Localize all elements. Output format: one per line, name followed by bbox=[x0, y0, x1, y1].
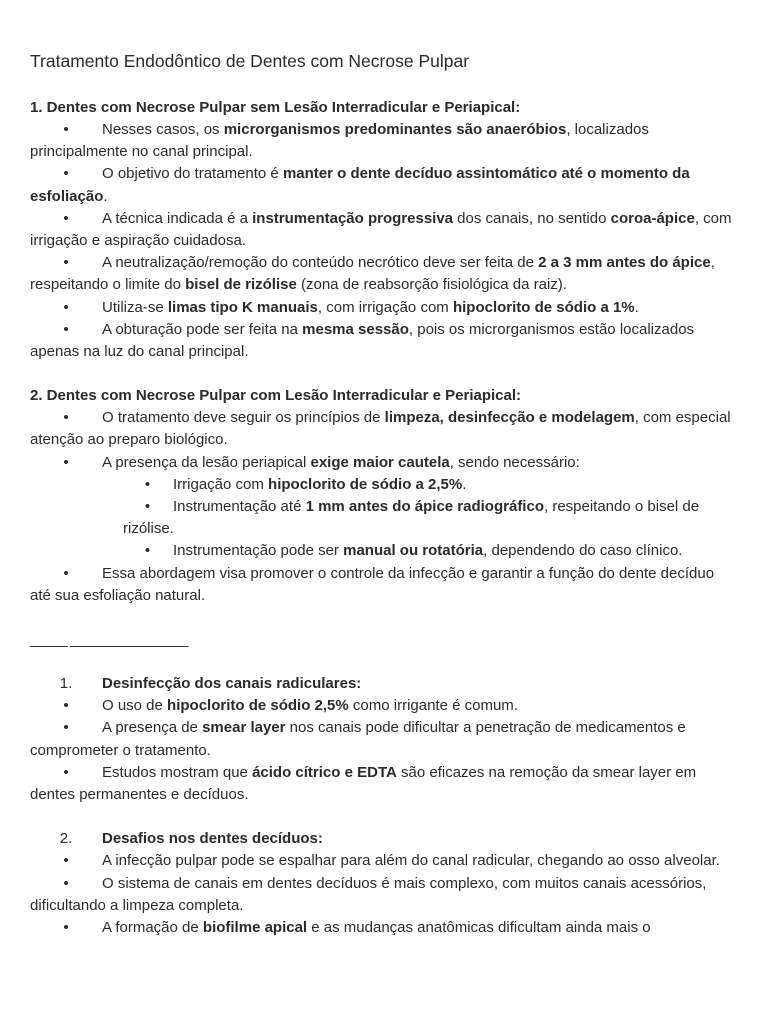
numbered-heading: Desafios nos dentes decíduos: bbox=[102, 830, 323, 848]
bold-text: instrumentação progressiva bbox=[252, 209, 454, 227]
bold-text: mesma sessão bbox=[302, 320, 409, 338]
text: Instrumentação pode ser bbox=[173, 542, 344, 560]
list-number: 2. bbox=[59, 830, 73, 848]
bold-text: coroa-ápice bbox=[610, 209, 695, 227]
text: A presença da lesão periapical bbox=[102, 453, 311, 471]
list-item bbox=[30, 917, 738, 939]
bullet-icon: • bbox=[63, 254, 69, 272]
bold-text: smear layer bbox=[202, 719, 286, 737]
sub-list-item bbox=[30, 540, 738, 562]
bold-text: limpeza, desinfecção e modelagem bbox=[384, 409, 635, 427]
text: , com especial atenção ao preparo biológico. bbox=[30, 409, 731, 449]
section-2-heading: 2. Dentes com Necrose Pulpar com Lesão Interradicular e Periapical: bbox=[30, 387, 522, 405]
bold-text: hipoclorito de sódio a 2,5% bbox=[268, 475, 463, 493]
list-item bbox=[30, 407, 738, 451]
text: A formação de bbox=[102, 919, 203, 937]
text: , respeitando o limite do bbox=[30, 254, 715, 294]
page-title: Tratamento Endodôntico de Dentes com Necrose Pulpar bbox=[30, 51, 470, 71]
bullet-icon: • bbox=[63, 298, 69, 316]
list-item bbox=[30, 762, 738, 806]
bold-text: biofilme apical bbox=[202, 919, 308, 937]
bullet-icon: • bbox=[63, 320, 69, 338]
text: Nesses casos, os bbox=[102, 121, 224, 138]
section-1-heading: 1. Dentes com Necrose Pulpar sem Lesão Interradicular e Periapical: bbox=[30, 99, 521, 116]
list-item bbox=[30, 252, 738, 296]
text: A neutralização/remoção do conteúdo necrótico deve ser feita de bbox=[102, 254, 539, 272]
bullet-icon: • bbox=[63, 209, 69, 227]
bullet-icon: • bbox=[63, 874, 69, 892]
bullet-icon: • bbox=[63, 852, 69, 870]
bullet-icon: • bbox=[144, 542, 151, 560]
text: nos canais pode dificultar a penetração de medicamentos e comprometer o tratamento. bbox=[30, 719, 686, 759]
text: , localizados principalmente no canal principal. bbox=[30, 121, 649, 161]
divider-line: _____ ________________ bbox=[30, 631, 188, 649]
bold-text: manter o dente decíduo assintomático até o momento da esfoliação bbox=[30, 165, 690, 205]
text: , pois os microrganismos estão localizados apenas na luz do canal principal. bbox=[30, 320, 695, 361]
text: Instrumentação até bbox=[173, 498, 306, 516]
bullet-icon: • bbox=[63, 409, 69, 427]
bold-text: exige maior cautela bbox=[310, 453, 450, 471]
list-item bbox=[30, 717, 738, 761]
text: (zona de reabsorção fisiológica da raiz). bbox=[296, 276, 567, 294]
text: , com irrigação e aspiração cuidadosa. bbox=[30, 209, 732, 250]
bullet-icon: • bbox=[63, 121, 69, 138]
text: A presença de bbox=[102, 719, 203, 737]
list-item bbox=[30, 452, 738, 474]
numbered-item bbox=[30, 828, 738, 850]
bullet-icon: • bbox=[63, 919, 69, 937]
bold-text: limas tipo K manuais bbox=[167, 298, 318, 316]
list-item bbox=[30, 850, 738, 872]
text: . bbox=[634, 298, 639, 316]
text: O objetivo do tratamento é bbox=[102, 165, 283, 183]
bullet-icon: • bbox=[63, 719, 69, 737]
text: , dependendo do caso clínico. bbox=[483, 542, 683, 560]
list-item bbox=[30, 319, 738, 363]
text: dos canais, no sentido bbox=[453, 209, 611, 227]
numbered-item bbox=[30, 673, 738, 695]
bullet-icon: • bbox=[63, 165, 69, 183]
text: A técnica indicada é a bbox=[102, 209, 253, 227]
text: O uso de bbox=[102, 697, 168, 715]
text: como irrigante é comum. bbox=[348, 697, 518, 715]
list-item bbox=[30, 208, 738, 252]
list-item bbox=[30, 297, 738, 319]
text: O sistema de canais em dentes decíduos é mais complexo, com muitos canais acessórios, dificultando a limpeza completa. bbox=[30, 874, 707, 914]
text: . bbox=[462, 475, 467, 493]
numbered-heading: Desinfecção dos canais radiculares: bbox=[102, 675, 362, 693]
sub-list-item bbox=[30, 496, 738, 540]
bold-text: hipoclorito de sódio 2,5% bbox=[167, 697, 349, 715]
text: A infecção pulpar pode se espalhar para além do canal radicular, chegando ao osso alveolar. bbox=[102, 852, 720, 870]
text: , sendo necessário: bbox=[449, 453, 580, 471]
text: e as mudanças anatômicas dificultam ainda mais o bbox=[307, 919, 651, 937]
list-item bbox=[30, 873, 738, 917]
text: O tratamento deve seguir os princípios de bbox=[102, 409, 385, 427]
bold-text: hipoclorito de sódio a 1% bbox=[452, 298, 635, 316]
bold-text: 1 mm antes do ápice radiográfico bbox=[305, 498, 544, 516]
list-number: 1. bbox=[59, 675, 73, 693]
text: A obturação pode ser feita na bbox=[102, 320, 303, 338]
text: Utiliza-se bbox=[102, 298, 168, 316]
bullet-icon: • bbox=[144, 475, 151, 493]
list-item bbox=[30, 695, 738, 717]
bullet-icon: • bbox=[63, 453, 69, 471]
bullet-icon: • bbox=[63, 763, 69, 781]
list-item bbox=[30, 119, 738, 163]
text: Irrigação com bbox=[173, 475, 269, 493]
bullet-icon: • bbox=[63, 697, 69, 715]
text: Estudos mostram que bbox=[102, 763, 253, 781]
list-item bbox=[30, 563, 738, 607]
text: são eficazes na remoção da smear layer em dentes permanentes e decíduos. bbox=[30, 763, 697, 804]
bold-text: microrganismos predominantes são anaeróbios bbox=[223, 121, 567, 138]
text: Essa abordagem visa promover o controle da infecção e garantir a função do dente decíduo até sua esfoliação natural. bbox=[30, 564, 715, 604]
bullet-icon: • bbox=[63, 564, 69, 582]
bold-text: 2 a 3 mm antes do ápice bbox=[538, 254, 711, 272]
bold-text: ácido cítrico e EDTA bbox=[252, 763, 397, 781]
sub-list-item bbox=[30, 474, 738, 496]
bold-text: bisel de rizólise bbox=[185, 276, 297, 294]
list-item bbox=[30, 163, 738, 207]
text: , com irrigação com bbox=[317, 298, 453, 316]
text: . bbox=[103, 187, 108, 205]
bullet-icon: • bbox=[144, 498, 151, 516]
bold-text: manual ou rotatória bbox=[343, 542, 484, 560]
text: , respeitando o bisel de rizólise. bbox=[123, 498, 700, 538]
